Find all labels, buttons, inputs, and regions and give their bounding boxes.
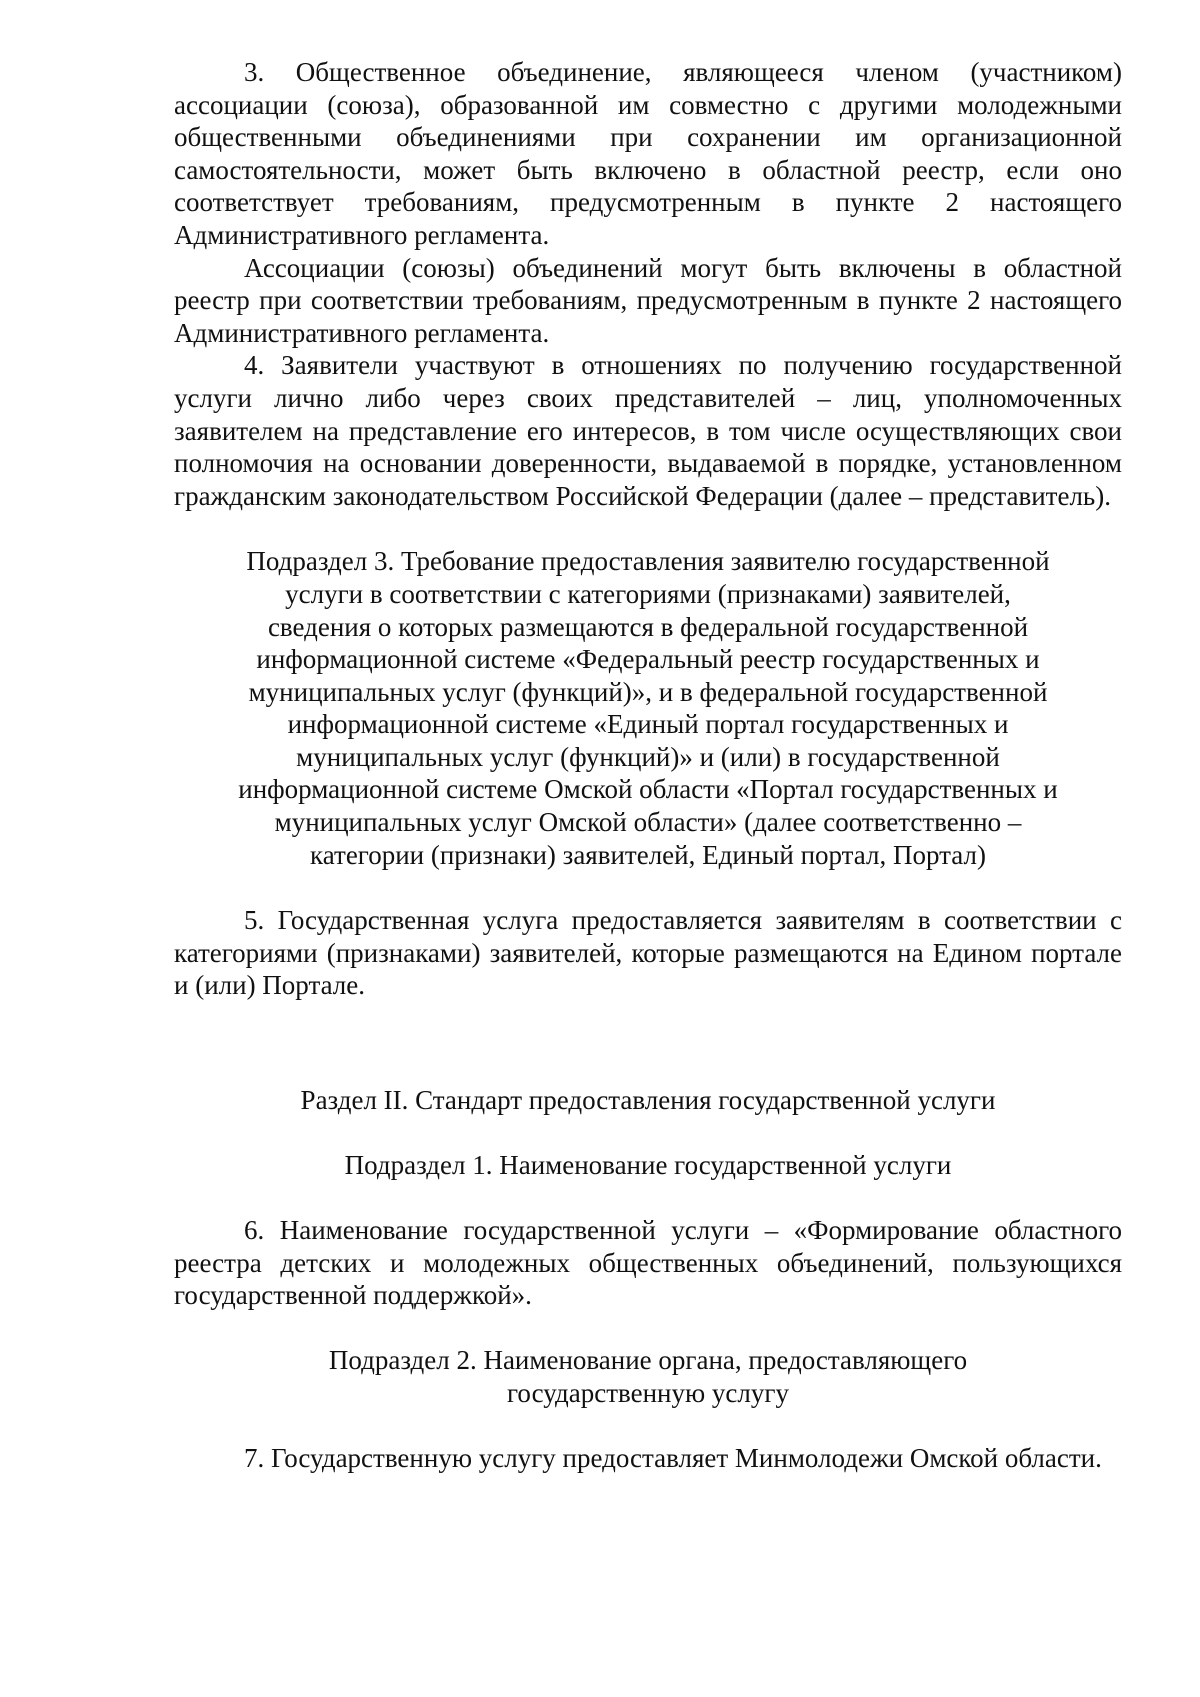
section-2-subsection-2-heading: Подраздел 2. Наименование органа, предоставляющего государственную услугу xyxy=(328,1345,968,1408)
paragraph-6: 6. Наименование государственной услуги – «Формирование областного реестра детских и молодежных общественных объединений, пользующихся государственной поддержкой». xyxy=(174,1215,1122,1311)
section-2-heading: Раздел II. Стандарт предоставления государственной услуги xyxy=(300,1085,996,1116)
paragraph-3: 3. Общественное объединение, являющееся членом (участником) ассоциации (союза), образованной им совместно с другими молодежными общественными объединениями при сохранении им организационной самостоятельности, может быть включено в областной реестр, если оно соответствует требованиям, предусмотренным в пункте 2 настоящего Административного регламента. xyxy=(174,57,1122,250)
paragraph-3-associations: Ассоциации (союзы) объединений могут быть включены в областной реестр при соответствии требованиям, предусмотренным в пункте 2 настоящего Административного регламента. xyxy=(174,252,1122,348)
subsection-3-heading: Подраздел 3. Требование предоставления заявителю государственной услуги в соответствии с категориями (признаками) заявителей, сведения о которых размещаются в федеральной государственной информационной системе «Федеральный реестр государственных и муниципальных услуг (функций)», и в федеральной государственной информационной системе «Единый портал государственных и муниципальных услуг (функций)» и (или) в государственной информационной системе Омской области «Портал государственных и муниципальных услуг Омской области» (далее соответственно – категории (признаки) заявителей, Единый портал, Портал) xyxy=(238,546,1058,870)
paragraph-4: 4. Заявители участвуют в отношениях по получению государственной услуги лично либо через своих представителей – лиц, уполномоченных заявителем на представление его интересов, в том числе осуществляющих свои полномочия на основании доверенности, выдаваемой в порядке, установленном гражданским законодательством Российской Федерации (далее – представитель). xyxy=(174,350,1122,511)
paragraph-5: 5. Государственная услуга предоставляется заявителям в соответствии с категориями (признаками) заявителей, которые размещаются на Едином портале и (или) Портале. xyxy=(174,905,1122,1001)
paragraph-7: 7. Государственную услугу предоставляет Минмолодежи Омской области. xyxy=(244,1443,1102,1474)
document-page xyxy=(174,56,1122,1475)
section-2-subsection-1-heading: Подраздел 1. Наименование государственной услуги xyxy=(344,1149,952,1180)
